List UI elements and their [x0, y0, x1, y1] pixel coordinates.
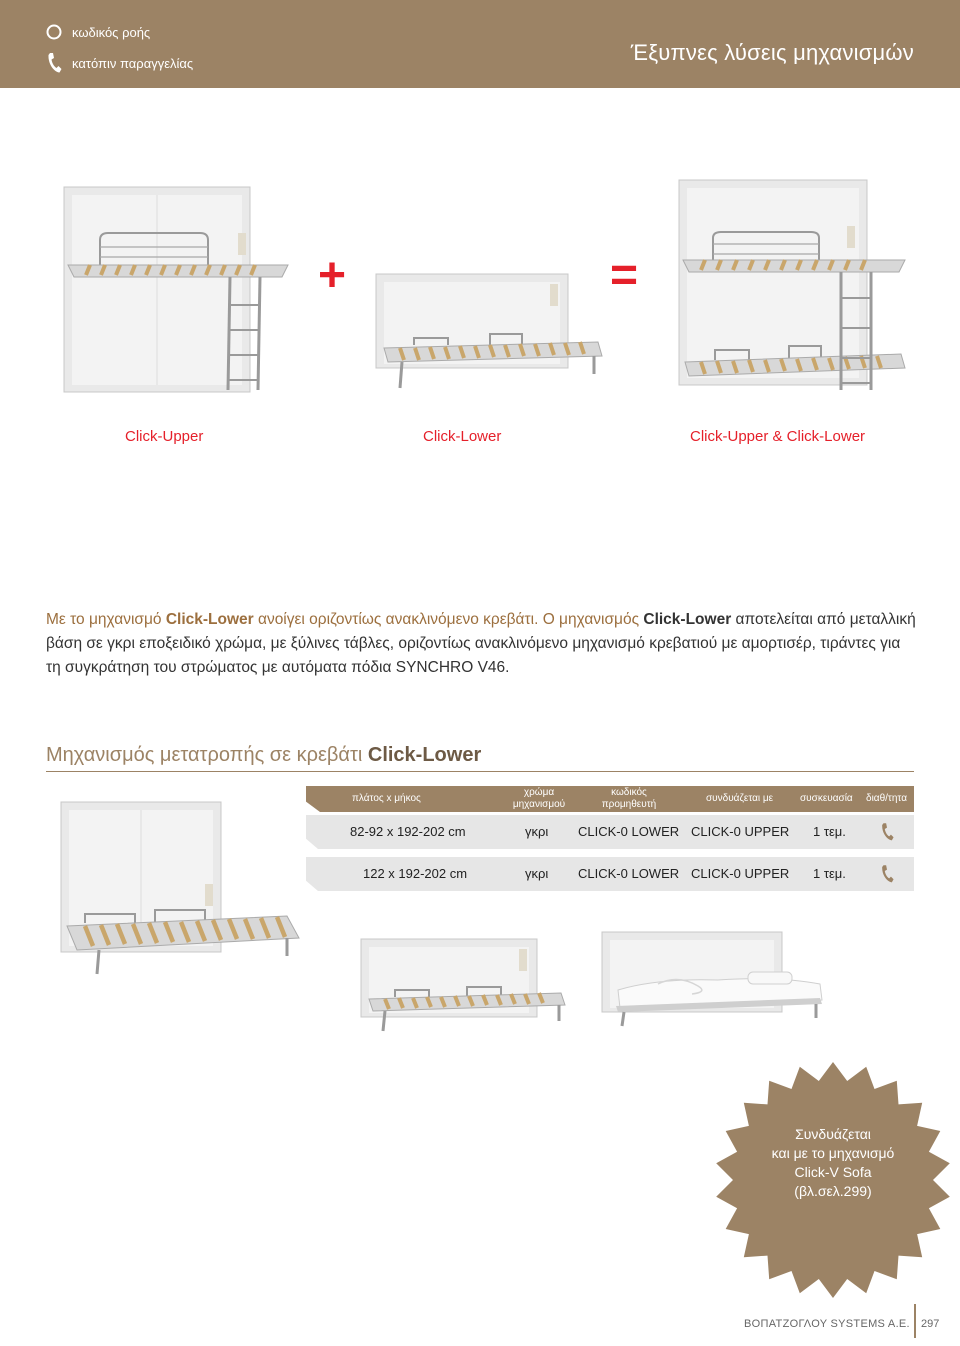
badge-line4: (βλ.σελ.299)	[794, 1183, 872, 1199]
cell-combines: CLICK-0 UPPER	[691, 866, 790, 881]
th-package: συσκευασία	[800, 793, 853, 804]
cell-package: 1 τεμ.	[813, 824, 846, 839]
circle-icon	[46, 24, 62, 40]
intro-text-1: Με το μηχανισμό	[46, 611, 166, 628]
cell-code: CLICK-0 LOWER	[578, 824, 680, 839]
section-divider	[46, 771, 914, 772]
click-lower-double-image	[55, 798, 305, 976]
th-color-line1: χρώμα	[523, 787, 555, 798]
footer-divider	[914, 1304, 916, 1338]
order-label: κατόπιν παραγγελίας	[72, 55, 194, 71]
plus-sign: +	[318, 249, 347, 302]
page-number: 297	[921, 1318, 940, 1330]
phone-icon	[46, 52, 62, 74]
cell-color: γκρι	[525, 824, 549, 839]
badge-line3: Click-V Sofa	[794, 1164, 872, 1180]
cell-combines: CLICK-0 UPPER	[691, 824, 790, 839]
section-title-product: Click-Lower	[367, 744, 482, 766]
caption-click-lower: Click-Lower	[423, 428, 502, 445]
th-code	[596, 787, 662, 811]
th-size: πλάτος x μήκος	[352, 793, 421, 804]
click-upper-image	[60, 185, 292, 400]
intro-product-1: Click-Lower	[165, 611, 254, 628]
order-legend	[46, 52, 193, 74]
intro-product-2: Click-Lower	[643, 611, 732, 628]
caption-click-combo: Click-Upper & Click-Lower	[690, 428, 866, 445]
badge-line2: και με το μηχανισμό	[771, 1145, 895, 1161]
intro-text-3: αποτελείται από μεταλλική βάση σε γκρι εποξειδικό χρώμα, με ξύλινες τάβλες, οριζοντίως ανακλινόμενο μηχανισμό κρεβατιού με αμορτισέρ, τιράντες για τη συγκράτηση του στρώματος με αυτόματα πόδια SYNCHRO V46.	[46, 611, 916, 676]
section-title-prefix: Μηχανισμός μετατροπής σε κρεβάτι	[46, 744, 368, 766]
page-title: Έξυπνες λύσεις μηχανισμών	[630, 40, 914, 65]
intro-text-2: ανοίγει οριζοντίως ανακλινόμενο κρεβάτι. Ο μηχανισμός	[253, 611, 644, 628]
th-code-line1: κωδικός	[611, 787, 647, 798]
flow-code-legend	[46, 24, 150, 40]
th-color	[508, 787, 570, 811]
equals-sign: =	[610, 249, 639, 302]
caption-click-upper: Click-Upper	[125, 428, 204, 445]
click-lower-image	[370, 270, 610, 395]
cell-color: γκρι	[525, 866, 549, 881]
phone-icon	[880, 864, 894, 884]
section-title	[46, 744, 481, 767]
th-combines: συνδυάζεται με	[706, 793, 774, 804]
th-availability: διαθ/τητα	[866, 793, 908, 804]
badge-text	[713, 1125, 953, 1201]
phone-icon	[880, 822, 894, 842]
badge-line1: Συνδυάζεται	[795, 1126, 871, 1142]
cell-size: 82-92 x 192-202 cm	[350, 824, 466, 839]
cell-package: 1 τεμ.	[813, 866, 846, 881]
click-upper-lower-image	[665, 178, 910, 398]
cell-code: CLICK-0 LOWER	[578, 866, 680, 881]
click-lower-single-image	[355, 935, 575, 1035]
th-color-line2: μηχανισμού	[512, 799, 566, 810]
page-header	[0, 0, 960, 88]
cell-size: 122 x 192-202 cm	[363, 866, 468, 881]
intro-paragraph	[46, 608, 916, 680]
th-code-line2: προμηθευτή	[601, 799, 657, 810]
flow-code-label: κωδικός ροής	[72, 24, 151, 40]
footer-company: ΒΟΠΑΤΖΟΓΛΟΥ SYSTEMS A.E.	[744, 1318, 910, 1330]
click-lower-with-mattress-image	[598, 928, 828, 1028]
